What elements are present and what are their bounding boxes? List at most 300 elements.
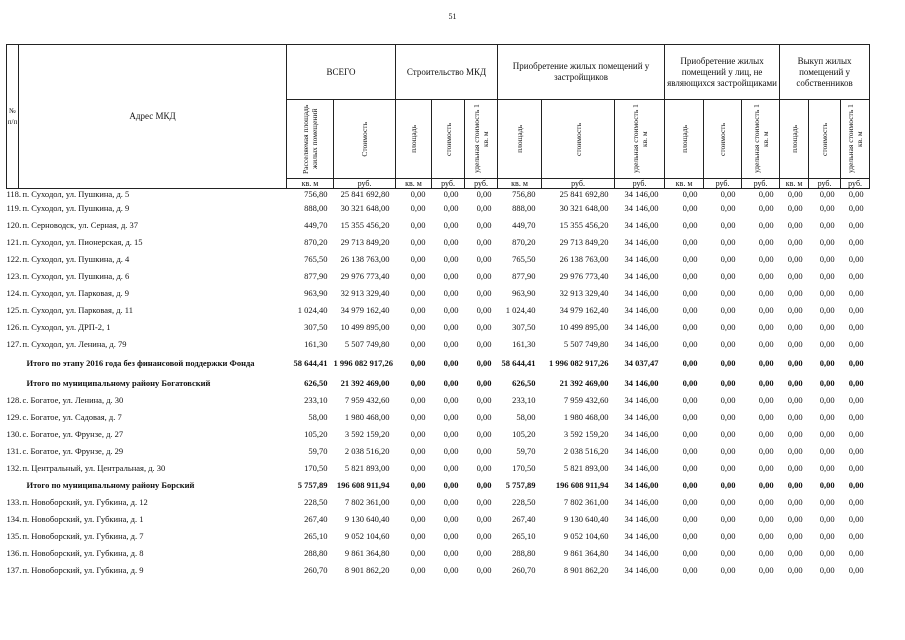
- cell-value: 0,00: [720, 445, 736, 456]
- row-address: п. Суходол, ул. Пушкина, д. 5: [22, 189, 130, 199]
- cell-value: 0,00: [476, 479, 492, 490]
- cell-value: 29 976 773,40: [559, 270, 609, 281]
- cell-value: 0,00: [848, 304, 864, 315]
- cell-value: 34 146,00: [624, 253, 659, 264]
- cell-value: 0,00: [758, 358, 774, 368]
- cell-value: 0,00: [720, 321, 736, 332]
- cell-value: 0,00: [819, 496, 835, 507]
- cell-value: 260,70: [512, 564, 536, 575]
- cell-value: 0,00: [758, 394, 774, 405]
- cell-value: 196 608 911,94: [336, 479, 390, 490]
- cell-value: 0,00: [443, 462, 459, 473]
- cell-value: 10 499 895,00: [340, 321, 390, 332]
- cell-value: 0,00: [848, 321, 864, 332]
- row-number: 134.: [6, 513, 22, 524]
- cell-value: 0,00: [758, 513, 774, 524]
- cell-value: 0,00: [682, 304, 698, 315]
- cell-value: 0,00: [758, 445, 774, 456]
- cell-value: 0,00: [476, 304, 492, 315]
- cell-value: 0,00: [758, 428, 774, 439]
- cell-value: 0,00: [848, 270, 864, 281]
- cell-value: 0,00: [787, 304, 803, 315]
- cell-value: 0,00: [758, 236, 774, 247]
- cell-value: 0,00: [476, 189, 492, 199]
- row-address: п. Суходол, ул. Ленина, д. 79: [22, 338, 127, 349]
- cell-value: 9 861 364,80: [563, 547, 609, 558]
- cell-value: 34 146,00: [624, 411, 659, 422]
- cell-value: 0,00: [410, 202, 426, 213]
- cell-value: 0,00: [682, 287, 698, 298]
- cell-value: 0,00: [410, 338, 426, 349]
- sub-cost: стоимость: [542, 100, 615, 179]
- cell-value: 9 052 104,60: [344, 530, 390, 541]
- row-address: п. Новоборский, ул. Губкина, д. 8: [22, 547, 144, 558]
- cell-value: 0,00: [720, 479, 736, 490]
- cell-value: 5 821 893,00: [563, 462, 609, 473]
- table-row: [7, 425, 870, 442]
- cell-value: 0,00: [819, 338, 835, 349]
- cell-value: 0,00: [443, 445, 459, 456]
- cell-value: 0,00: [787, 462, 803, 473]
- cell-value: 0,00: [682, 428, 698, 439]
- row-address: п. Новоборский, ул. Губкина, д. 7: [22, 530, 144, 541]
- cell-value: 0,00: [682, 338, 698, 349]
- cell-value: 0,00: [787, 564, 803, 575]
- cell-value: 1 980 468,00: [344, 411, 390, 422]
- cell-value: 25 841 692,80: [559, 189, 609, 199]
- total-label: Итого по муниципальному району Борский: [26, 479, 195, 490]
- cell-value: 58 644,41: [293, 358, 328, 368]
- cell-value: 0,00: [410, 321, 426, 332]
- cell-value: 0,00: [787, 253, 803, 264]
- cell-value: 0,00: [758, 304, 774, 315]
- row-number: 130.: [6, 428, 22, 439]
- unit-label: кв. м: [498, 179, 542, 189]
- unit-label: руб.: [432, 179, 465, 189]
- cell-value: 0,00: [682, 394, 698, 405]
- cell-value: 0,00: [819, 189, 835, 199]
- cell-value: 34 146,00: [624, 564, 659, 575]
- cell-value: 0,00: [682, 377, 698, 388]
- cell-value: 0,00: [410, 547, 426, 558]
- cell-value: 228,50: [304, 496, 328, 507]
- cell-value: 449,70: [512, 219, 536, 230]
- cell-value: 170,50: [512, 462, 536, 473]
- table-row: [7, 267, 870, 284]
- cell-value: 7 959 432,60: [344, 394, 390, 405]
- cell-value: 0,00: [443, 202, 459, 213]
- row-number: 137.: [6, 564, 22, 575]
- cell-value: 0,00: [443, 189, 459, 199]
- cell-value: 0,00: [682, 358, 698, 368]
- cell-value: 626,50: [304, 377, 328, 388]
- cell-value: 0,00: [682, 219, 698, 230]
- cell-value: 0,00: [443, 338, 459, 349]
- row-address: п. Суходол, ул. Пушкина, д. 4: [22, 253, 130, 264]
- cell-value: 34 146,00: [624, 530, 659, 541]
- row-number: 118.: [6, 189, 22, 199]
- cell-value: 0,00: [848, 189, 864, 199]
- cell-value: 34 146,00: [624, 479, 659, 490]
- cell-value: 0,00: [476, 564, 492, 575]
- cell-value: 756,80: [304, 189, 328, 199]
- cell-value: 0,00: [410, 496, 426, 507]
- cell-value: 196 608 911,94: [555, 479, 609, 490]
- total-row: [7, 374, 870, 391]
- row-number: 128.: [6, 394, 22, 405]
- cell-value: 267,40: [304, 513, 328, 524]
- cell-value: 0,00: [758, 219, 774, 230]
- cell-value: 0,00: [476, 377, 492, 388]
- cell-value: 34 146,00: [624, 321, 659, 332]
- row-address: п. Суходол, ул. Парковая, д. 11: [22, 304, 133, 315]
- cell-value: 0,00: [819, 428, 835, 439]
- cell-value: 34 146,00: [624, 338, 659, 349]
- row-address: с. Богатое, ул. Садовая, д. 7: [22, 411, 122, 422]
- sub-area: площадь: [498, 100, 542, 179]
- cell-value: 0,00: [720, 496, 736, 507]
- total-row: [7, 476, 870, 493]
- unit-label: руб.: [704, 179, 742, 189]
- table-row: [7, 544, 870, 561]
- row-number: 129.: [6, 411, 22, 422]
- sub-area: площадь: [780, 100, 809, 179]
- cell-value: 0,00: [848, 411, 864, 422]
- cell-value: 0,00: [682, 564, 698, 575]
- cell-value: 228,50: [512, 496, 536, 507]
- cell-value: 0,00: [787, 236, 803, 247]
- cell-value: 5 507 749,80: [344, 338, 390, 349]
- cell-value: 0,00: [787, 411, 803, 422]
- table-row: [7, 391, 870, 408]
- cell-value: 0,00: [819, 547, 835, 558]
- cell-value: 0,00: [720, 189, 736, 199]
- cell-value: 0,00: [758, 564, 774, 575]
- cell-value: 307,50: [304, 321, 328, 332]
- cell-value: 0,00: [819, 445, 835, 456]
- cell-value: 0,00: [720, 219, 736, 230]
- cell-value: 0,00: [848, 253, 864, 264]
- cell-value: 0,00: [758, 338, 774, 349]
- cell-value: 0,00: [682, 236, 698, 247]
- cell-value: 0,00: [848, 428, 864, 439]
- sub-unit-cost: удельная стоимость 1 кв. м: [615, 100, 665, 179]
- cell-value: 9 130 640,40: [563, 513, 609, 524]
- cell-value: 267,40: [512, 513, 536, 524]
- unit-label: руб.: [809, 179, 841, 189]
- sub-unit-cost: удельная стоимость 1 кв. м: [841, 100, 870, 179]
- cell-value: 0,00: [758, 496, 774, 507]
- cell-value: 105,20: [512, 428, 536, 439]
- cell-value: 0,00: [682, 202, 698, 213]
- table-row: [7, 561, 870, 578]
- total-label: Итого по этапу 2016 года без финансовой поддержки Фонда: [26, 358, 255, 368]
- cell-value: 0,00: [787, 394, 803, 405]
- cell-value: 0,00: [476, 462, 492, 473]
- cell-value: 0,00: [819, 253, 835, 264]
- cell-value: 0,00: [476, 338, 492, 349]
- cell-value: 756,80: [512, 189, 536, 199]
- cell-value: 0,00: [787, 219, 803, 230]
- unit-label: кв. м: [396, 179, 432, 189]
- cell-value: 34 979 162,40: [559, 304, 609, 315]
- cell-value: 0,00: [787, 377, 803, 388]
- cell-value: 34 146,00: [624, 547, 659, 558]
- row-number: 123.: [6, 270, 22, 281]
- table-row: [7, 510, 870, 527]
- cell-value: 34 146,00: [624, 287, 659, 298]
- cell-value: 0,00: [682, 189, 698, 199]
- cell-value: 0,00: [720, 564, 736, 575]
- cell-value: 30 321 648,00: [559, 202, 609, 213]
- cell-value: 877,90: [304, 270, 328, 281]
- cell-value: 0,00: [787, 530, 803, 541]
- cell-value: 888,00: [512, 202, 536, 213]
- sub-unit-cost: удельная стоимость 1 кв. м: [742, 100, 780, 179]
- cell-value: 0,00: [720, 411, 736, 422]
- cell-value: 1 024,40: [297, 304, 328, 315]
- unit-label: кв. м: [665, 179, 704, 189]
- cell-value: 0,00: [682, 253, 698, 264]
- table-row: [7, 442, 870, 459]
- cell-value: 877,90: [512, 270, 536, 281]
- cell-value: 0,00: [443, 547, 459, 558]
- cell-value: 0,00: [848, 496, 864, 507]
- cell-value: 233,10: [304, 394, 328, 405]
- cell-value: 0,00: [443, 564, 459, 575]
- table-row: [7, 335, 870, 352]
- cell-value: 0,00: [758, 479, 774, 490]
- cell-value: 34 146,00: [624, 462, 659, 473]
- cell-value: 0,00: [410, 564, 426, 575]
- cell-value: 0,00: [787, 321, 803, 332]
- cell-value: 0,00: [410, 411, 426, 422]
- cell-value: 0,00: [682, 321, 698, 332]
- cell-value: 0,00: [443, 304, 459, 315]
- table-row: [7, 301, 870, 318]
- cell-value: 29 713 849,20: [559, 236, 609, 247]
- row-address: п. Новоборский, ул. Губкина, д. 9: [22, 564, 144, 575]
- cell-value: 0,00: [758, 253, 774, 264]
- cell-value: 58 644,41: [501, 358, 536, 368]
- total-label: Итого по муниципальному району Богатовский: [26, 377, 211, 388]
- cell-value: 0,00: [819, 479, 835, 490]
- cell-value: 1 980 468,00: [563, 411, 609, 422]
- cell-value: 0,00: [720, 202, 736, 213]
- cell-value: 0,00: [787, 513, 803, 524]
- sub-area: площадь: [665, 100, 704, 179]
- cell-value: 0,00: [848, 547, 864, 558]
- row-number: 136.: [6, 547, 22, 558]
- cell-value: 0,00: [819, 564, 835, 575]
- table-row: [7, 318, 870, 335]
- cell-value: 0,00: [682, 530, 698, 541]
- cell-value: 0,00: [787, 270, 803, 281]
- unit-label: руб.: [615, 179, 665, 189]
- row-address: п. Суходол, ул. Парковая, д. 9: [22, 287, 130, 298]
- cell-value: 0,00: [819, 394, 835, 405]
- cell-value: 34 146,00: [624, 428, 659, 439]
- cell-value: 0,00: [787, 496, 803, 507]
- sub-unit-cost: удельная стоимость 1 кв. м: [465, 100, 498, 179]
- cell-value: 3 592 159,20: [563, 428, 609, 439]
- cell-value: 9 052 104,60: [563, 530, 609, 541]
- cell-value: 7 802 361,00: [344, 496, 390, 507]
- cell-value: 0,00: [720, 547, 736, 558]
- cell-value: 0,00: [720, 377, 736, 388]
- cell-value: 0,00: [848, 445, 864, 456]
- cell-value: 8 901 862,20: [344, 564, 390, 575]
- cell-value: 0,00: [476, 394, 492, 405]
- cell-value: 26 138 763,00: [340, 253, 390, 264]
- cell-value: 0,00: [758, 287, 774, 298]
- cell-value: 0,00: [410, 236, 426, 247]
- cell-value: 0,00: [476, 513, 492, 524]
- row-address: с. Богатое, ул. Фрунзе, д. 27: [22, 428, 124, 439]
- cell-value: 1 996 082 917,26: [333, 358, 393, 368]
- sub-cost: стоимость: [809, 100, 841, 179]
- cell-value: 21 392 469,00: [559, 377, 609, 388]
- sub-area-total: Расселяемая площадь жилых помещений: [287, 100, 334, 179]
- table-row: [7, 189, 870, 200]
- housing-table: [6, 44, 870, 578]
- unit-label: руб.: [334, 179, 396, 189]
- cell-value: 0,00: [787, 445, 803, 456]
- cell-value: 0,00: [443, 358, 459, 368]
- table-row: [7, 250, 870, 267]
- cell-value: 0,00: [787, 287, 803, 298]
- cell-value: 0,00: [758, 321, 774, 332]
- cell-value: 963,90: [304, 287, 328, 298]
- cell-value: 0,00: [410, 445, 426, 456]
- cell-value: 34 037,47: [624, 358, 659, 368]
- cell-value: 0,00: [720, 270, 736, 281]
- cell-value: 0,00: [443, 513, 459, 524]
- cell-value: 0,00: [476, 202, 492, 213]
- row-number: 135.: [6, 530, 22, 541]
- cell-value: 0,00: [819, 513, 835, 524]
- cell-value: 307,50: [512, 321, 536, 332]
- cell-value: 765,50: [512, 253, 536, 264]
- cell-value: 34 146,00: [624, 394, 659, 405]
- row-address: п. Суходол, ул. Пушкина, д. 9: [22, 202, 130, 213]
- cell-value: 26 138 763,00: [559, 253, 609, 264]
- cell-value: 21 392 469,00: [340, 377, 390, 388]
- cell-value: 0,00: [682, 479, 698, 490]
- unit-label: руб.: [742, 179, 780, 189]
- cell-value: 15 355 456,20: [559, 219, 609, 230]
- cell-value: 7 802 361,00: [563, 496, 609, 507]
- table-row: [7, 216, 870, 233]
- cell-value: 0,00: [682, 411, 698, 422]
- cell-value: 0,00: [410, 530, 426, 541]
- cell-value: 0,00: [787, 202, 803, 213]
- cell-value: 0,00: [720, 287, 736, 298]
- cell-value: 0,00: [848, 564, 864, 575]
- cell-value: 0,00: [819, 202, 835, 213]
- cell-value: 0,00: [410, 189, 426, 199]
- cell-value: 0,00: [848, 202, 864, 213]
- cell-value: 0,00: [410, 479, 426, 490]
- cell-value: 34 146,00: [624, 496, 659, 507]
- cell-value: 870,20: [512, 236, 536, 247]
- table-row: [7, 459, 870, 476]
- cell-value: 0,00: [720, 462, 736, 473]
- cell-value: 0,00: [787, 338, 803, 349]
- cell-value: 0,00: [476, 358, 492, 368]
- cell-value: 0,00: [758, 462, 774, 473]
- cell-value: 0,00: [410, 358, 426, 368]
- cell-value: 260,70: [304, 564, 328, 575]
- cell-value: 0,00: [410, 377, 426, 388]
- cell-value: 0,00: [819, 358, 835, 368]
- cell-value: 765,50: [304, 253, 328, 264]
- cell-value: 0,00: [758, 189, 774, 199]
- row-address: п. Новоборский, ул. Губкина, д. 12: [22, 496, 148, 507]
- cell-value: 0,00: [720, 253, 736, 264]
- cell-value: 0,00: [848, 219, 864, 230]
- cell-value: 5 821 893,00: [344, 462, 390, 473]
- cell-value: 0,00: [443, 530, 459, 541]
- row-address: п. Суходол, ул. Пушкина, д. 6: [22, 270, 130, 281]
- cell-value: 5 757,89: [297, 479, 328, 490]
- cell-value: 0,00: [443, 270, 459, 281]
- unit-label: руб.: [841, 179, 870, 189]
- group-construction-header: Строительство МКД: [396, 45, 498, 100]
- cell-value: 0,00: [848, 236, 864, 247]
- cell-value: 0,00: [720, 428, 736, 439]
- cell-value: 0,00: [720, 513, 736, 524]
- sub-area: площадь: [396, 100, 432, 179]
- row-address: п. Суходол, ул. ДРП-2, 1: [22, 321, 111, 332]
- cell-value: 1 024,40: [505, 304, 536, 315]
- row-number: 120.: [6, 219, 22, 230]
- cell-value: 0,00: [787, 189, 803, 199]
- cell-value: 0,00: [758, 530, 774, 541]
- row-number: 121.: [6, 236, 22, 247]
- total-row: [7, 352, 870, 374]
- group-non-developer-header: Приобретение жилых помещений у лиц, не являющихся застройщиками: [665, 45, 780, 100]
- cell-value: 0,00: [476, 236, 492, 247]
- cell-value: 1 996 082 917,26: [549, 358, 609, 368]
- cell-value: 265,10: [304, 530, 328, 541]
- group-total-header: ВСЕГО: [287, 45, 396, 100]
- cell-value: 0,00: [443, 411, 459, 422]
- sub-cost: Стоимость: [334, 100, 396, 179]
- cell-value: 0,00: [476, 496, 492, 507]
- cell-value: 0,00: [758, 202, 774, 213]
- cell-value: 963,90: [512, 287, 536, 298]
- cell-value: 0,00: [787, 428, 803, 439]
- cell-value: 9 861 364,80: [344, 547, 390, 558]
- cell-value: 0,00: [819, 411, 835, 422]
- cell-value: 0,00: [819, 530, 835, 541]
- cell-value: 58,00: [308, 411, 328, 422]
- table-body: [7, 189, 870, 579]
- cell-value: 0,00: [758, 547, 774, 558]
- cell-value: 0,00: [720, 530, 736, 541]
- cell-value: 0,00: [819, 287, 835, 298]
- cell-value: 34 146,00: [624, 189, 659, 199]
- cell-value: 0,00: [819, 219, 835, 230]
- cell-value: 0,00: [848, 530, 864, 541]
- cell-value: 0,00: [443, 321, 459, 332]
- cell-value: 626,50: [512, 377, 536, 388]
- row-number: 131.: [6, 445, 22, 456]
- cell-value: 0,00: [720, 358, 736, 368]
- cell-value: 0,00: [443, 287, 459, 298]
- cell-value: 161,30: [512, 338, 536, 349]
